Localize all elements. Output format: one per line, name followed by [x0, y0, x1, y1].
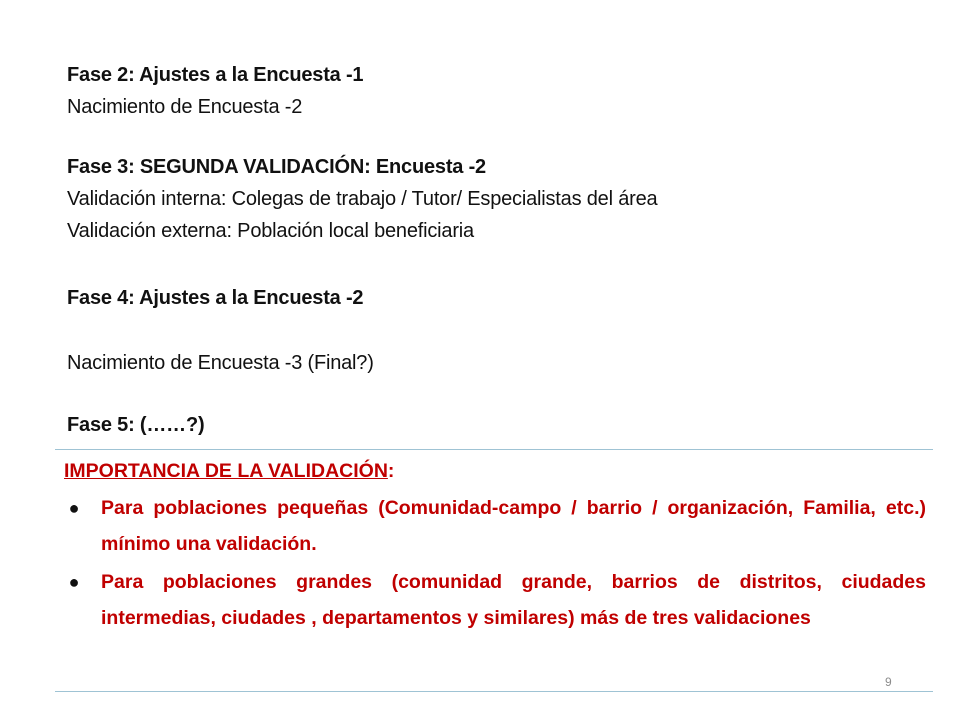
importance-bullet-1-text: Para poblaciones pequeñas (Comunidad-campo / barrio / organización, Familia, etc.) mínimo una validación. [101, 497, 926, 555]
importance-bullet-2-text: Para poblaciones grandes (comunidad grande, barrios de distritos, ciudades intermedias, ciudades , departamentos y similares) más de tres validaciones [101, 571, 926, 629]
importance-heading-colon: : [387, 460, 395, 482]
phase-2-line-1: Nacimiento de Encuesta -2 [67, 96, 303, 118]
phase-3-title: Fase 3: SEGUNDA VALIDACIÓN: Encuesta -2 [67, 156, 486, 178]
phase-3-line-2: Validación externa: Población local beneficiaria [67, 220, 474, 242]
bullet-dot-icon: ● [68, 498, 80, 518]
importance-bullet-2 [64, 564, 926, 636]
phase-2-title: Fase 2: Ajustes a la Encuesta -1 [67, 64, 364, 86]
page-number: 9 [885, 675, 892, 689]
box-bottom-rule [55, 691, 933, 692]
importance-heading [64, 458, 394, 484]
phase-5-title: Fase 5: (……?) [67, 414, 205, 436]
bullet-dot-icon: ● [68, 572, 80, 592]
importance-heading-text: IMPORTANCIA DE LA VALIDACIÓN [64, 460, 388, 482]
importance-bullet-1 [64, 490, 926, 562]
phase-4-line-1: Nacimiento de Encuesta -3 (Final?) [67, 352, 374, 374]
phase-3-line-1: Validación interna: Colegas de trabajo / Tutor/ Especialistas del área [67, 188, 658, 210]
box-top-rule [55, 449, 933, 450]
phase-4-title: Fase 4: Ajustes a la Encuesta -2 [67, 287, 364, 309]
